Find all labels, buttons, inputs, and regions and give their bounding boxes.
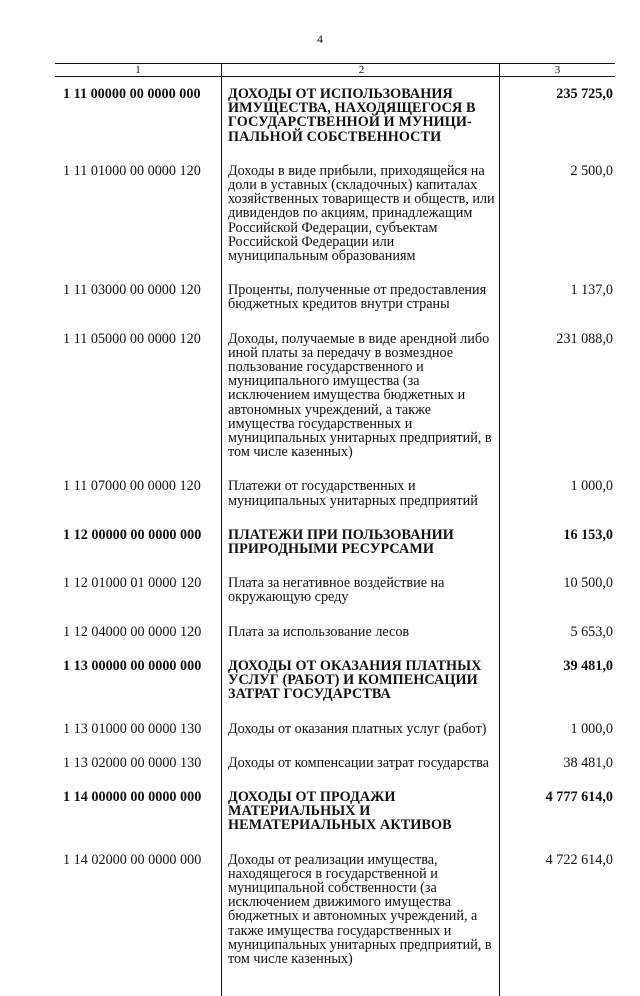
budget-code: 1 12 04000 00 0000 120 bbox=[63, 623, 202, 640]
budget-code: 1 12 01000 01 0000 120 bbox=[63, 575, 202, 592]
page-number: 4 bbox=[317, 32, 323, 46]
header-col-1: 1 bbox=[135, 64, 141, 76]
budget-code: 1 11 01000 00 0000 120 bbox=[63, 162, 201, 179]
table-row bbox=[55, 615, 615, 649]
table-row bbox=[55, 746, 615, 780]
revenue-name: ДОХОДЫ ОТ ИСПОЛЬЗОВАНИЯ ИМУЩЕСТВА, НАХОДЯЩЕГОСЯ В ГОСУДАРСТВЕННОЙ И МУНИЦИ-ПАЛЬНОЙ СОБСТВЕННОСТИ bbox=[221, 77, 500, 154]
header-col-3: 3 bbox=[554, 64, 561, 76]
amount: 5 653,0 bbox=[570, 623, 613, 640]
amount: 16 153,0 bbox=[563, 526, 613, 543]
budget-code: 1 12 00000 00 0000 000 bbox=[63, 526, 202, 543]
table-body bbox=[55, 77, 615, 990]
revenue-name: Проценты, полученные от предоставления бюджетных кредитов внутри страны bbox=[221, 273, 500, 321]
amount: 235 725,0 bbox=[556, 86, 613, 102]
tail-col-1 bbox=[55, 976, 221, 990]
amount: 1 000,0 bbox=[570, 478, 613, 495]
table-row bbox=[55, 469, 615, 517]
revenue-name: Доходы от оказания платных услуг (работ) bbox=[221, 712, 500, 746]
amount: 10 500,0 bbox=[563, 575, 613, 592]
budget-code: 1 11 05000 00 0000 120 bbox=[63, 330, 201, 347]
table-row bbox=[55, 780, 615, 843]
table-row bbox=[55, 566, 615, 614]
revenue-name: Доходы, получаемые в виде арендной либо иной платы за передачу в возмездное пользование государственного и муниципального имущества (за исключением имущества бюджетных и автономных учреждений, а также имущества государственных и муниципальных унитарных предприятий, в том числе казенных) bbox=[221, 322, 500, 470]
budget-code: 1 11 07000 00 0000 120 bbox=[63, 478, 201, 495]
amount: 38 481,0 bbox=[563, 754, 613, 771]
amount: 1 000,0 bbox=[570, 720, 613, 737]
table-row bbox=[55, 649, 615, 712]
revenue-name: Доходы в виде прибыли, приходящейся на доли в уставных (складочных) капиталах хозяйственных товариществ и обществ, или дивидендов по акциям, принадлежащим Российской Федерации, субъектам Российской Федерации или муниципальным образованиям bbox=[221, 154, 500, 273]
revenue-name: ДОХОДЫ ОТ ОКАЗАНИЯ ПЛАТНЫХ УСЛУГ (РАБОТ) И КОМПЕНСАЦИИ ЗАТРАТ ГОСУДАРСТВА bbox=[221, 649, 500, 712]
table-row bbox=[55, 322, 615, 470]
table-row bbox=[55, 712, 615, 746]
tail-col-3 bbox=[500, 976, 615, 990]
budget-code: 1 14 00000 00 0000 000 bbox=[63, 788, 202, 805]
amount: 4 777 614,0 bbox=[545, 788, 613, 805]
table-row bbox=[55, 273, 615, 321]
budget-code: 1 13 01000 00 0000 130 bbox=[63, 720, 202, 737]
revenue-name: Платежи от государственных и муниципальных унитарных предприятий bbox=[221, 469, 500, 517]
budget-code: 1 13 02000 00 0000 130 bbox=[63, 754, 202, 771]
budget-code: 1 13 00000 00 0000 000 bbox=[63, 657, 202, 674]
revenue-name: ДОХОДЫ ОТ ПРОДАЖИ МАТЕРИАЛЬНЫХ И НЕМАТЕРИАЛЬНЫХ АКТИВОВ bbox=[221, 780, 500, 843]
table-row bbox=[55, 154, 615, 273]
amount: 2 500,0 bbox=[570, 162, 613, 179]
revenue-name: Плата за использование лесов bbox=[221, 615, 500, 649]
revenue-table bbox=[55, 63, 615, 990]
budget-code: 1 14 02000 00 0000 000 bbox=[63, 851, 202, 868]
amount: 1 137,0 bbox=[570, 282, 613, 299]
tail-col-2 bbox=[221, 976, 500, 996]
revenue-name: ПЛАТЕЖИ ПРИ ПОЛЬЗОВАНИИ ПРИРОДНЫМИ РЕСУРСАМИ bbox=[221, 518, 500, 566]
amount: 4 722 614,0 bbox=[545, 851, 613, 868]
revenue-name: Доходы от компенсации затрат государства bbox=[221, 746, 500, 780]
amount: 231 088,0 bbox=[556, 330, 613, 347]
table-row bbox=[55, 518, 615, 566]
amount: 39 481,0 bbox=[563, 657, 613, 674]
budget-code: 1 11 03000 00 0000 120 bbox=[63, 282, 201, 299]
revenue-name: Плата за негативное воздействие на окружающую среду bbox=[221, 566, 500, 614]
table-header bbox=[55, 63, 615, 77]
budget-code: 1 11 00000 00 0000 000 bbox=[63, 86, 201, 102]
header-col-2: 2 bbox=[221, 64, 500, 76]
table-continuation bbox=[55, 976, 615, 990]
table-row bbox=[55, 843, 615, 977]
revenue-name: Доходы от реализации имущества, находящегося в государственной и муниципальной собственности (за исключением движимого имущества бюджетных и автономных учреждений, а также имущества государственных и муниципальных унитарных предприятий, в том числе казенных) bbox=[221, 843, 500, 977]
table-row bbox=[55, 77, 615, 154]
